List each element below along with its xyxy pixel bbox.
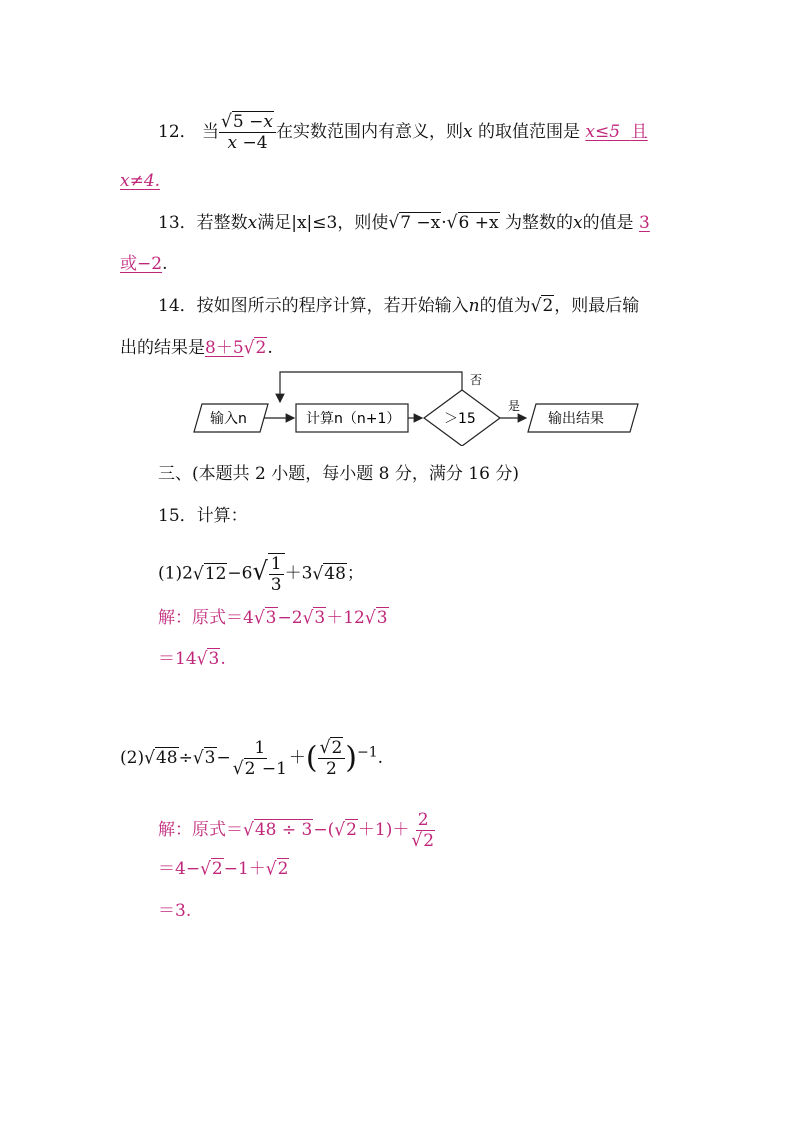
q15-title: 15．计算： (158, 506, 248, 526)
q13-radical-2: √6 +x (446, 212, 499, 234)
q15-solution1-line1: 解：原式＝4√3−2√3＋12√3 (158, 607, 388, 629)
q14-line2: 出的结果是8＋5√2. (120, 337, 273, 359)
q15-part1: (1)2√12−6√ $\frac{1}{3}$ ＋3√48； (158, 554, 364, 595)
q15-part2: (2)√48÷√3− $\frac{1}{√2 -1}$ ＋( $\frac{√2}{2}$ )$^{-1}$. (120, 737, 384, 780)
q15-solution2-line3: ＝3. (158, 901, 192, 921)
q13-number: 13． (158, 213, 197, 233)
q14-answer: 8＋5√2 (205, 337, 267, 359)
q12-number: 12． (158, 122, 197, 142)
q14-radical: √2 (530, 295, 554, 317)
q12-text: 在实数范围内有意义，则 (275, 122, 463, 142)
q13-radical-1: √7 −x (388, 212, 441, 234)
flow-decision-label: ＞15 (444, 411, 476, 427)
q12-line1: 12． 当 $\frac{√5 -x}{x -4}$ 在实数范围内有意义，则x 的取值范围是 x≤5 且 (158, 111, 648, 153)
section-title: 三、(本题共 2 小题，每小题 8 分，满分 16 分) (158, 464, 519, 484)
q12-fraction: $\frac{√5 -x}{x -4}$ (219, 112, 276, 153)
q13-line1: 13．若整数x满足|x|≤3，则使√7 −x·√6 +x 为整数的x的值是 3 (158, 212, 650, 234)
flow-calc-label: 计算n（n+1） (306, 411, 401, 427)
q13-answer-part2: 或−2 (120, 254, 163, 274)
flow-input-label: 输入n (210, 411, 247, 427)
q13-line2: 或−2. (120, 254, 168, 274)
flow-yes-label: 是 (508, 399, 521, 413)
q15-solution2-line2: ＝4−√2−1＋√2 (158, 858, 289, 880)
q12-answer-part1: x≤5 且 (585, 122, 648, 142)
q14-flowchart (190, 366, 650, 446)
flow-no-label: 否 (470, 373, 483, 387)
q15-solution1-line2: ＝14√3. (158, 648, 226, 670)
q15-number: 15． (158, 506, 197, 526)
q12-answer-part2: x≠4. (120, 171, 161, 191)
q12-radical: √5 −x (221, 111, 273, 133)
q12-pre: 当 (202, 122, 220, 142)
q14-line1: 14．按如图所示的程序计算，若开始输入n的值为√2，则最后输 (158, 295, 640, 317)
q13-answer-part1: 3 (638, 213, 650, 233)
q14-number: 14． (158, 296, 197, 316)
q15-solution2-line1: 解：原式＝√48 ÷ 3−(√2＋1)＋ $\frac{2}{√2}$ (158, 810, 435, 852)
flow-output-label: 输出结果 (548, 411, 604, 427)
